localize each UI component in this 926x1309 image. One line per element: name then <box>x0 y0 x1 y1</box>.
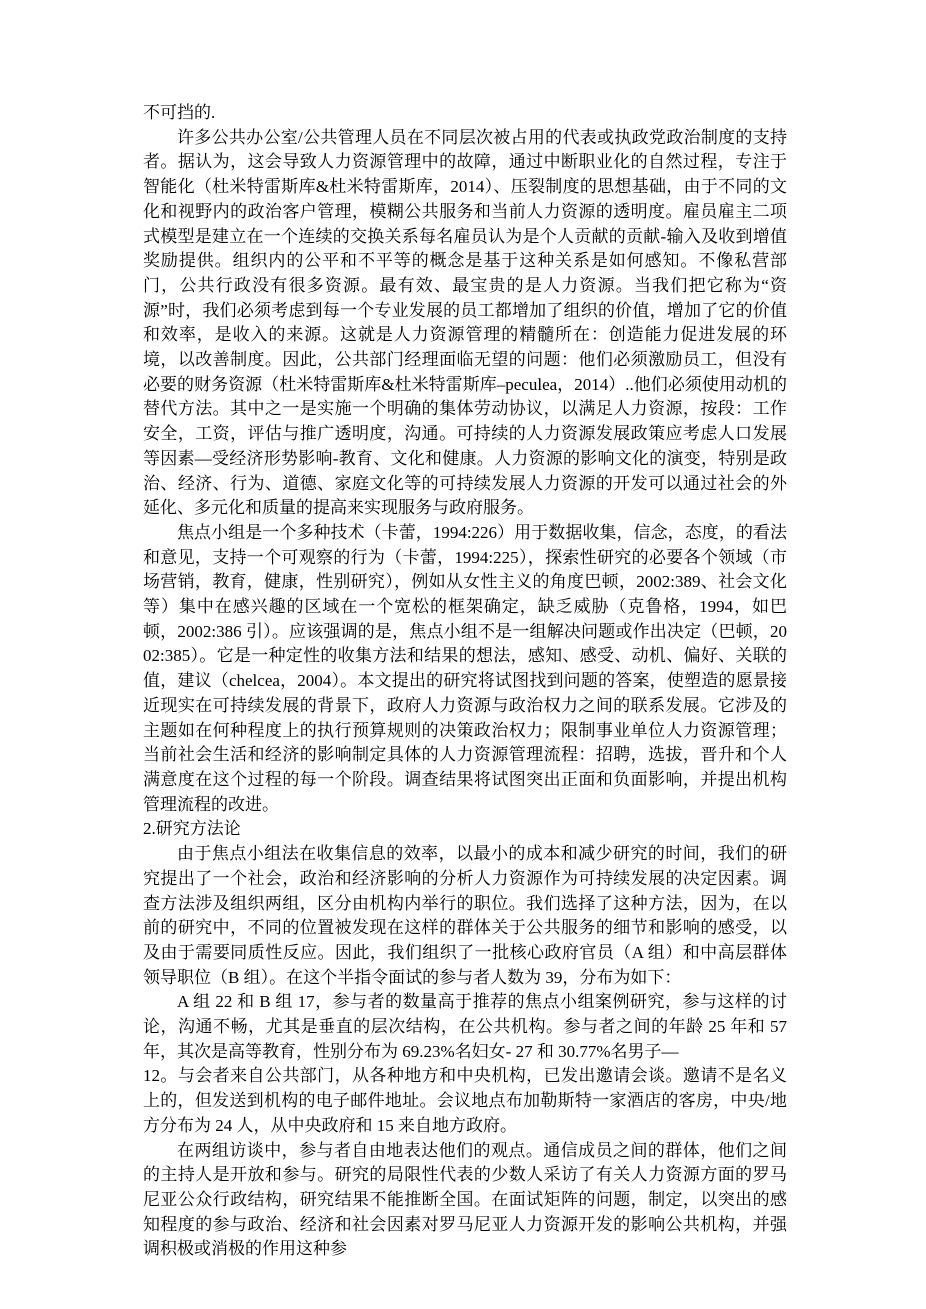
paragraph: 在两组访谈中，参与者自由地表达他们的观点。通信成员之间的群体，他们之间的主持人是开放和参与。研究的局限性代表的少数人采访了有关人力资源方面的罗马尼亚公众行政结构，研究结果不能推断全国。在面试矩阵的问题，制定，以突出的感知程度的参与政治、经济和社会因素对罗马尼亚人力资源开发的影响公共机构，并强调积极或消极的作用这种参 <box>143 1140 787 1259</box>
paragraph: A 组 22 和 B 组 17，参与者的数量高于推荐的焦点小组案例研究，参与这样的讨论，沟通不畅，尤其是垂直的层次结构，在公共机构。参与者之间的年龄 25 年和 57 年，其次是高等教育，性别分布为 69.23%名妇女- 27 和 30.77%名男子— <box>143 992 787 1061</box>
section-heading: 2.研究方法论 <box>143 819 241 839</box>
paragraph: 许多公共办公室/公共管理人员在不同层次被占用的代表或执政党政治制度的支持者。据认为，这会导致人力资源管理中的故障，通过中断职业化的自然过程，专注于智能化（杜米特雷斯库&杜米特雷斯库，2014）、压裂制度的思想基础，由于不同的文化和视野内的政治客户管理，模糊公共服务和当前人力资源的透明度。雇员雇主二项式模型是建立在一个连续的交换关系每名雇员认为是个人贡献的贡献-输入及收到增值奖励提供。组织内的公平和不平等的概念是基于这种关系是如何感知。不像私营部门，公共行政没有很多资源。最有效、最宝贵的是人力资源。当我们把它称为“资源”时，我们必须考虑到每一个专业发展的员工都增加了组织的价值，增加了它的价值和效率，是收入的来源。这就是人力资源管理的精髓所在：创造能力促进发展的环境，以改善制度。因此，公共部门经理面临无望的问题：他们必须激励员工，但没有必要的财务资源（杜米特雷斯库&杜米特雷斯库–peculea，2014）..他们必须使用动机的替代方法。其中之一是实施一个明确的集体劳动协议，以满足人力资源，按段：工作安全，工资，评估与推广透明度，沟通。可持续的人力资源发展政策应考虑人口发展等因素—受经济形势影响-教育、文化和健康。人力资源的影响文化的演变，特别是政治、经济、行为、道德、家庭文化等的可持续发展人力资源的开发可以通过社会的外延化、多元化和质量的提高来实现服务与政府服务。 <box>143 127 787 518</box>
paragraph-continuation: 不可挡的. <box>143 103 216 122</box>
paragraph: 由于焦点小组法在收集信息的效率，以最小的成本和减少研究的时间，我们的研究提出了一个社会，政治和经济影响的分析人力资源作为可持续发展的决定因素。调查方法涉及组织两组，区分由机构内举行的职位。我们选择了这种方法，因为，在以前的研究中，不同的位置被发现在这样的群体关于公共服务的细节和影响的感受，以及由于需要同质性反应。因此，我们组织了一批核心政府官员（A 组）和中高层群体领导职位（B 组）。在这个半指令面试的参与者人数为 39，分布为如下： <box>143 844 787 987</box>
paragraph-continuation: 12。与会者来自公共部门，从各种地方和中央机构，已发出邀请会谈。邀请不是名义上的，但发送到机构的电子邮件地址。会议地点布加勒斯特一家酒店的客房，中央/地方分布为 24 人，从中央政府和 15 来自地方政府。 <box>143 1066 787 1135</box>
paragraph: 焦点小组是一个多种技术（卡蕾，1994:226）用于数据收集，信念，态度，的看法和意见，支持一个可观察的行为（卡蕾，1994:225），探索性研究的必要各个领域（市场营销，教育，健康，性别研究），例如从女性主义的角度巴顿，2002:389、社会文化等）集中在感兴趣的区域在一个宽松的框架确定，缺乏威胁（克鲁格，1994，如巴顿，2002:386 引）。应该强调的是，焦点小组不是一组解决问题或作出决定（巴顿，2002:385）。它是一种定性的收集方法和结果的想法，感知、感受、动机、偏好、关联的值，建议（chelcea，2004）。本文提出的研究将试图找到问题的答案，使塑造的愿景接近现实在可持续发展的背景下，政府人力资源与政治权力之间的联系发展。它涉及的主题如在何种程度上的执行预算规则的决策政治权力；限制事业单位人力资源管理；当前社会生活和经济的影响制定具体的人力资源管理流程：招聘，选拔，晋升和个人满意度在这个过程的每一个阶段。调查结果将试图突出正面和负面影响，并提出机构管理流程的改进。 <box>143 522 787 814</box>
